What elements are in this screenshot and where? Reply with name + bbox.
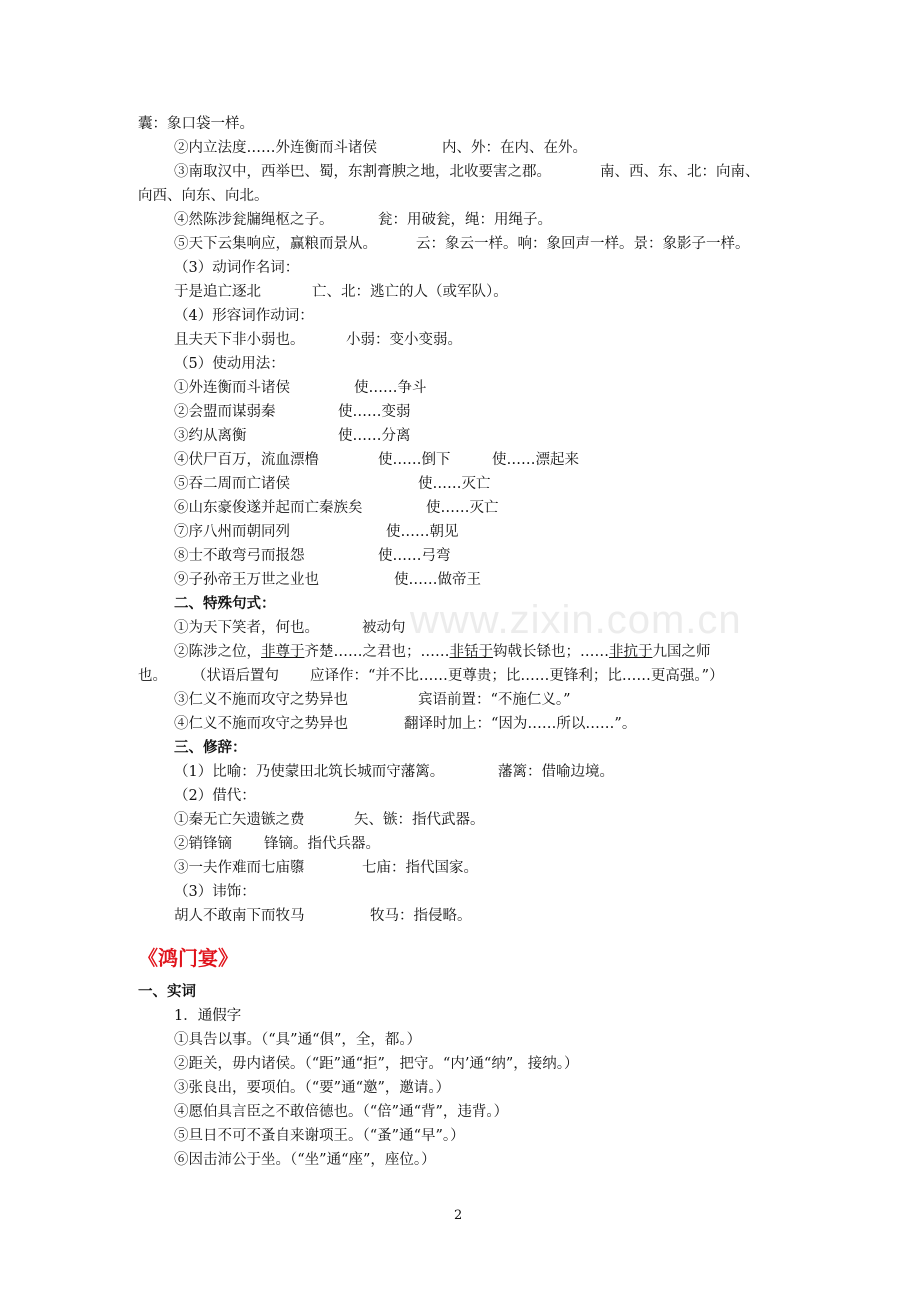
lines-line-32-seg-0: （3）讳饰： — [174, 884, 256, 900]
lines-line-33-seg-0: 胡人不敢南下而牧马 — [174, 908, 305, 924]
lines-line-27-seg-0: （1）比喻：乃使蒙田北筑长城而守藩篱。 — [174, 764, 445, 780]
lines-line-1-seg-0: ②内立法度……外连衡而斗诸侯 — [174, 140, 377, 156]
lines2-line-4-seg-0: ③张良出，要项伯。（“要”通“邀”，邀请。） — [174, 1080, 451, 1096]
lines-line-17-seg-1: 使……朝见 — [386, 524, 459, 540]
lines-line-23-seg-0: 也。 — [138, 668, 167, 684]
lines2-line-3-seg-0: ②距关，毋内诸侯。（“距”通“拒”，把守。“内’通“纳”，接纳。） — [174, 1056, 579, 1072]
lines-line-18-seg-0: ⑧士不敢弯弓而报怨 — [174, 548, 305, 564]
lines-line-2-seg-0: ③南取汉中，西举巴、蜀，东割膏腴之地，北收要害之郡。 — [174, 164, 551, 180]
lines2-line-1-seg-0: 1．通假字 — [174, 1008, 242, 1024]
lines-line-19-seg-1: 使……做帝王 — [394, 572, 481, 588]
lines-line-23-seg-2: 应译作：“并不比……更尊贵；比……更锋利；比……更高强。”） — [310, 668, 724, 684]
lines-line-21-seg-1: 被动句 — [362, 620, 406, 636]
lines-line-13-seg-0: ③约从离衡 — [174, 428, 247, 444]
lines-line-5-seg-1: 云：象云一样。响：象回声一样。景：象影子一样。 — [416, 236, 750, 252]
lines-line-30-seg-0: ②销锋镝 — [174, 836, 232, 852]
lines-line-31-seg-0: ③一夫作难而七庙隳 — [174, 860, 305, 876]
lines-line-5-seg-0: ⑤天下云集响应，赢粮而景从。 — [174, 236, 377, 252]
lines-line-18-seg-1: 使……弓弯 — [378, 548, 451, 564]
lines-line-15-seg-1: 使……灭亡 — [418, 476, 491, 492]
lines-line-9-seg-0: 且夫天下非小弱也。 — [174, 332, 305, 348]
lines-line-0-seg-0: 囊：象口袋一样。 — [138, 116, 254, 132]
lines-line-29-seg-1: 矢、镞：指代武器。 — [354, 812, 485, 828]
lines-line-4-seg-0: ④然陈涉瓮牖绳枢之子。 — [174, 212, 334, 228]
lines-line-17-seg-0: ⑦序八州而朝同列 — [174, 524, 290, 540]
lines-line-23-seg-1: （状语后置句 — [192, 668, 279, 684]
lines-line-24-seg-1: 宾语前置：“不施仁义。” — [418, 692, 571, 708]
lines-line-3-seg-0: 向西、向东、向北。 — [138, 188, 269, 204]
section-title: 《鸿门宴》 — [138, 946, 238, 970]
lines-line-15-seg-0: ⑤吞二周而亡诸侯 — [174, 476, 290, 492]
lines-line-9-seg-1: 小弱：变小变弱。 — [346, 332, 462, 348]
lines-line-12-seg-1: 使……变弱 — [338, 404, 411, 420]
lines2-line-6-seg-0: ⑤旦日不可不蚤自来谢项王。（“蚤”通“早”。） — [174, 1128, 465, 1144]
lines-line-14-seg-0: ④伏尸百万，流血漂橹 — [174, 452, 319, 468]
lines-line-16-seg-0: ⑥山东豪俊遂并起而亡秦族矣 — [174, 500, 363, 516]
lines-line-19-seg-0: ⑨子孙帝王万世之业也 — [174, 572, 319, 588]
lines-line-27-seg-1: 藩篱：借喻边境。 — [498, 764, 614, 780]
lines2-line-5-seg-0: ④愿伯具言臣之不敢倍德也。（“倍”通“背”，违背。） — [174, 1104, 509, 1120]
lines-line-29-seg-0: ①秦无亡矢遗镞之费 — [174, 812, 305, 828]
lines-line-25-seg-1: 翻译时加上：“因为……所以……”。 — [404, 716, 637, 732]
lines2-line-7-seg-0: ⑥因击沛公于坐。（“坐”通“座”，座位。） — [174, 1152, 436, 1168]
lines-line-8-seg-0: （4）形容词作动词： — [174, 308, 314, 324]
lines-line-4-seg-1: 瓮：用破瓮，绳：用绳子。 — [378, 212, 552, 228]
lines-line-7-seg-0: 于是追亡逐北 — [174, 284, 261, 300]
lines-line-2-seg-1: 南、西、东、北：向南、 — [600, 164, 760, 180]
lines2-line-2-seg-0: ①具告以事。（“具”通“俱”，全，都。） — [174, 1032, 422, 1048]
lines-line-25-seg-0: ④仁义不施而攻守之势异也 — [174, 716, 348, 732]
lines-line-13-seg-1: 使……分离 — [338, 428, 411, 444]
lines-line-26-seg-0: 三、修辞： — [174, 739, 247, 756]
lines-line-1-seg-1: 内、外：在内、在外。 — [442, 140, 587, 156]
lines-line-11-seg-0: ①外连衡而斗诸侯 — [174, 380, 290, 396]
page-number: 2 — [454, 1208, 463, 1223]
lines-line-24-seg-0: ③仁义不施而攻守之势异也 — [174, 692, 348, 708]
lines-line-12-seg-0: ②会盟而谋弱秦 — [174, 404, 276, 420]
lines-line-20-seg-0: 二、特殊句式： — [174, 595, 276, 612]
lines-line-7-seg-1: 亡、北：逃亡的人（或军队）。 — [312, 284, 508, 300]
lines-line-30-seg-1: 锋镝。指代兵器。 — [264, 836, 380, 852]
lines-line-31-seg-1: 七庙：指代国家。 — [362, 860, 478, 876]
lines-line-21-seg-0: ①为天下笑者，何也。 — [174, 620, 319, 636]
lines-line-33-seg-1: 牧马：指侵略。 — [370, 908, 472, 924]
lines-line-16-seg-1: 使……灭亡 — [426, 500, 499, 516]
lines2-line-0-seg-0: 一、实词 — [138, 983, 196, 1000]
lines-line-14-seg-2: 使……漂起来 — [492, 452, 579, 468]
lines-line-28-seg-0: （2）借代： — [174, 788, 256, 804]
lines-line-22-seg-0: ②陈涉之位，非尊于齐楚……之君也；……非铦于钩戟长铩也；……非抗于九国之师 — [174, 644, 711, 660]
watermark: www.zixin.com.cn — [410, 598, 742, 642]
lines-line-11-seg-1: 使……争斗 — [354, 380, 427, 396]
lines-line-6-seg-0: （3）动词作名词： — [174, 260, 300, 276]
lines-line-14-seg-1: 使……倒下 — [378, 452, 451, 468]
lines-line-10-seg-0: （5）使动用法： — [174, 356, 285, 372]
